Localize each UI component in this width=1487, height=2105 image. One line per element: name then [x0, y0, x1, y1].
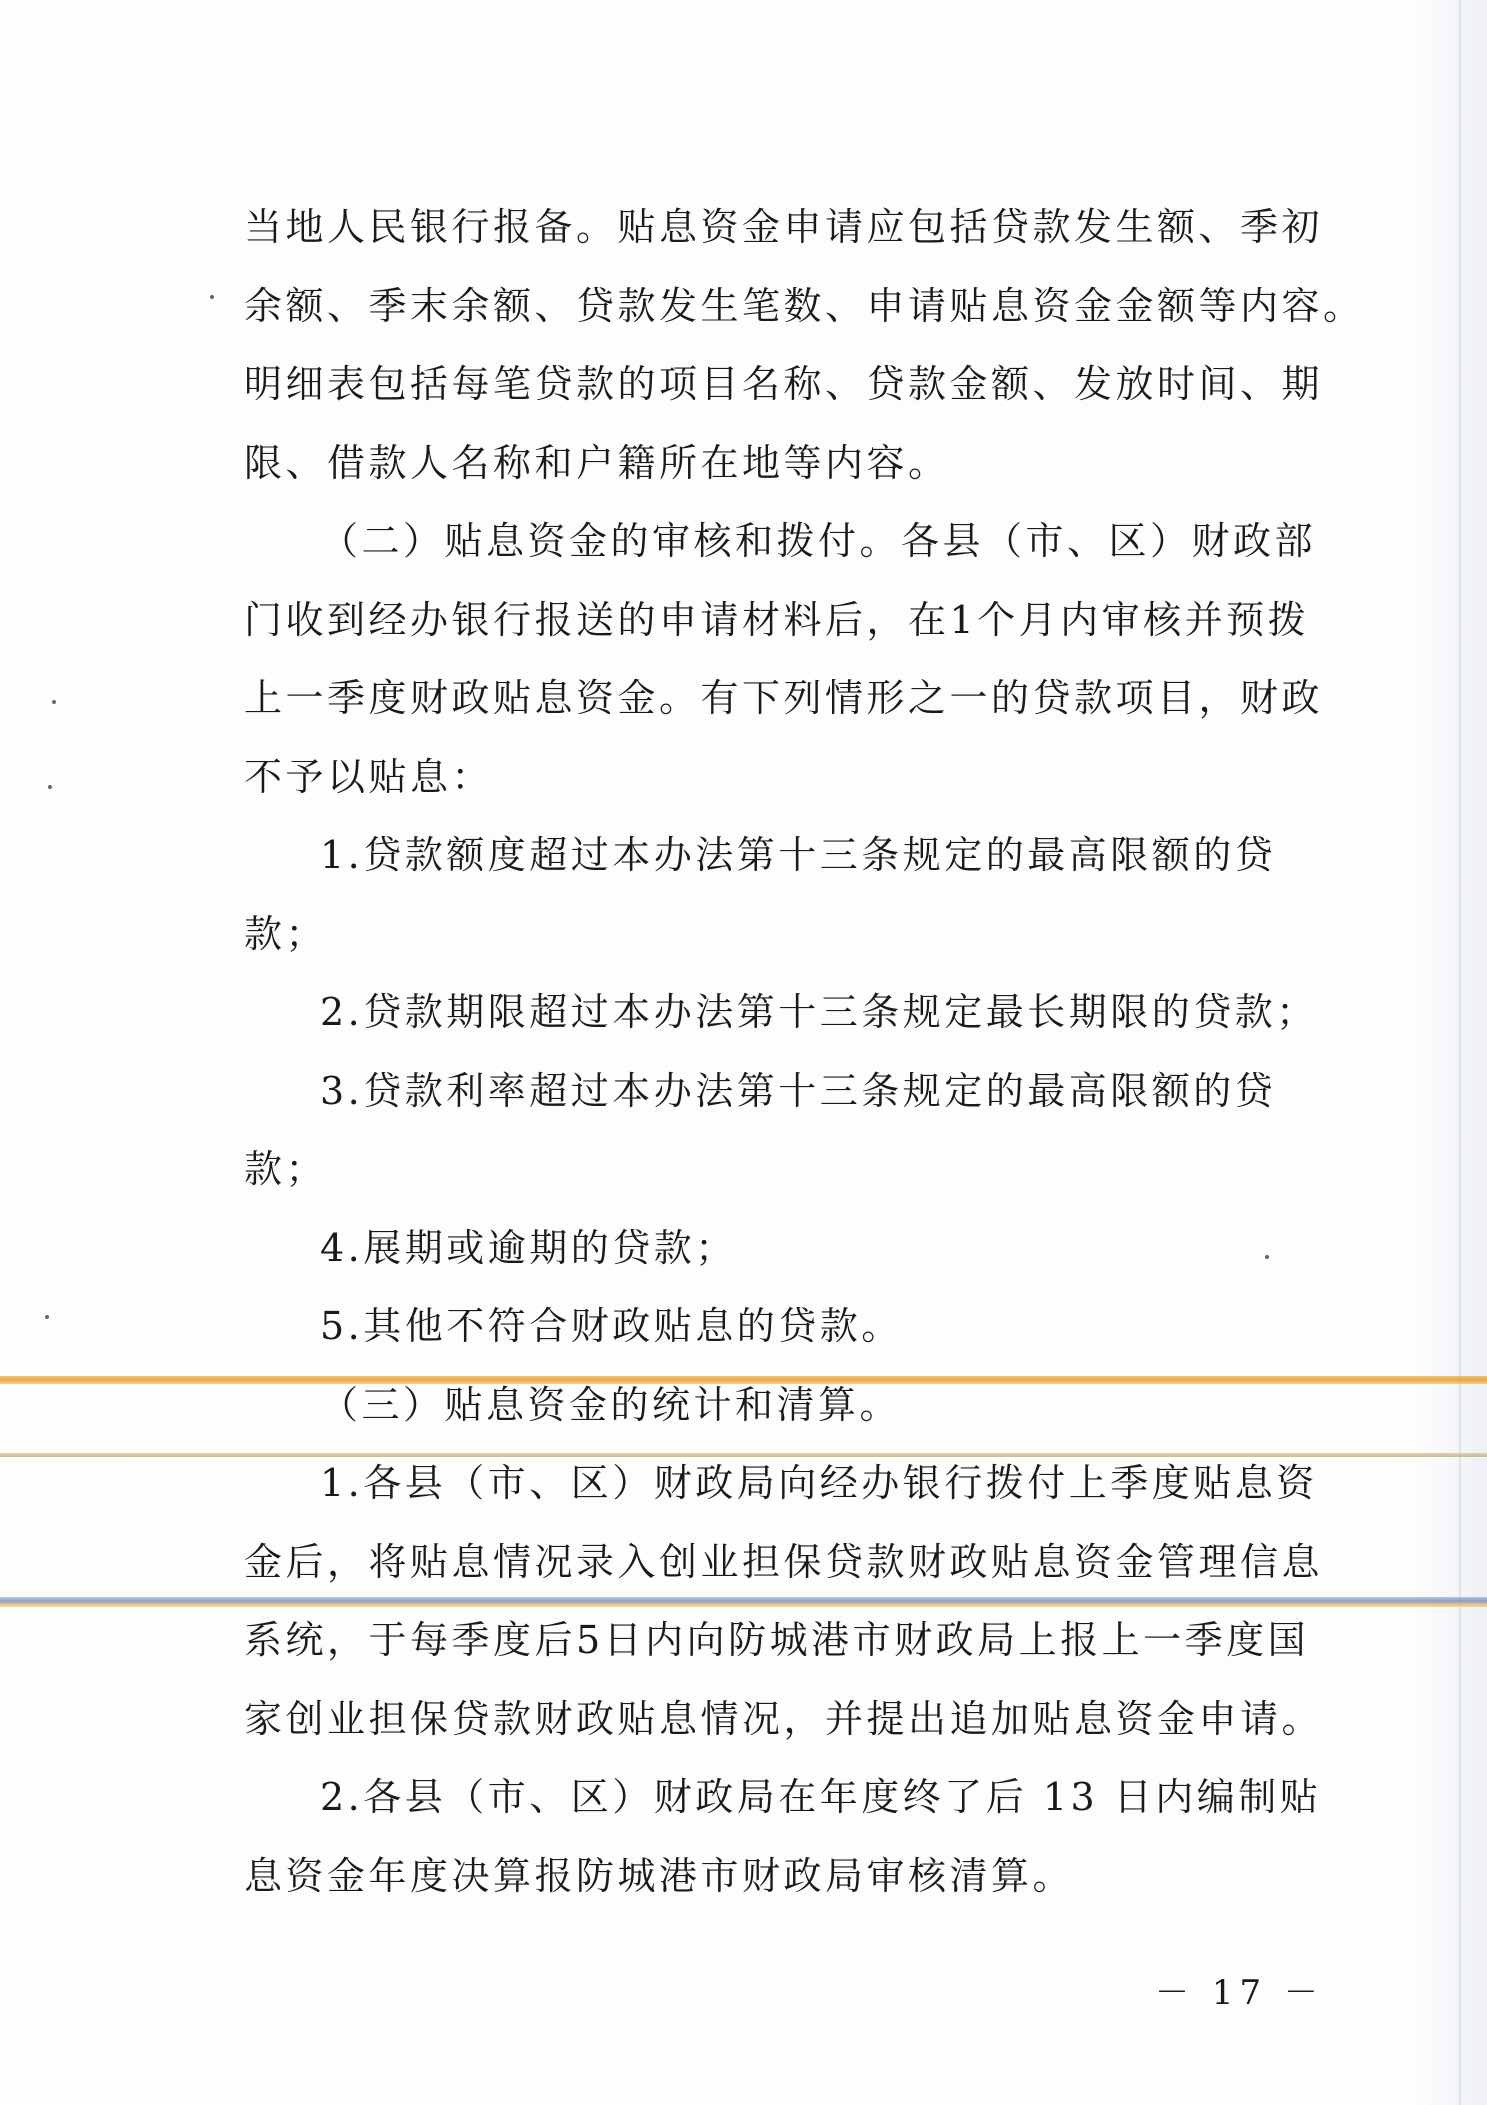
- text-line: 息资金年度决算报防城港市财政局审核清算。: [244, 1853, 1075, 1898]
- list-item-4: 4.展期或逾期的贷款；: [320, 1225, 737, 1270]
- scan-speck: [1265, 1255, 1269, 1259]
- scan-speck: [52, 700, 56, 704]
- text-line: 款；: [244, 911, 328, 956]
- text-line: 门收到经办银行报送的申请材料后，在1个月内审核并预拨: [244, 597, 1310, 642]
- list-item-1: 1.贷款额度超过本办法第十三条规定的最高限额的贷: [320, 833, 1277, 877]
- page-number: － 17 －: [1155, 1973, 1324, 2013]
- text-line: 款；: [244, 1147, 328, 1191]
- list-item-2: 2.各县（市、区）财政局在年度终了后 13 日内编制贴: [320, 1775, 1322, 1819]
- list-item-2: 2.贷款期限超过本办法第十三条规定最长期限的贷款；: [320, 990, 1318, 1034]
- scan-speck: [45, 1315, 49, 1319]
- list-item-5: 5.其他不符合财政贴息的贷款。: [320, 1304, 903, 1348]
- text-line: 当地人民银行报备。贴息资金申请应包括贷款发生额、季初: [244, 205, 1324, 249]
- text-line: 不予以贴息：: [244, 754, 494, 799]
- scan-speck: [210, 295, 214, 299]
- section-heading-3: （三）贴息资金的统计和清算。: [320, 1382, 902, 1427]
- text-line: 余额、季末余额、贷款发生笔数、申请贴息资金金额等内容。: [244, 283, 1365, 328]
- scan-edge-line: [1459, 0, 1461, 2105]
- text-line: 家创业担保贷款财政贴息情况，并提出追加贴息资金申请。: [244, 1696, 1324, 1741]
- text-line: 金后，将贴息情况录入创业担保贷款财政贴息资金管理信息: [244, 1539, 1324, 1584]
- text-line: 系统，于每季度后5日内向防城港市财政局上报上一季度国: [244, 1618, 1310, 1662]
- list-item-3: 3.贷款利率超过本办法第十三条规定的最高限额的贷: [320, 1068, 1277, 1113]
- section-heading-2: （二）贴息资金的审核和拨付。各县（市、区）财政部: [320, 519, 1317, 563]
- text-line: 上一季度财政贴息资金。有下列情形之一的贷款项目，财政: [244, 676, 1324, 720]
- list-item-1: 1.各县（市、区）财政局向经办银行拨付上季度贴息资: [320, 1461, 1318, 1505]
- text-line: 限、借款人名称和户籍所在地等内容。: [244, 440, 950, 485]
- scan-edge-shadow: [1417, 0, 1487, 2105]
- scan-speck: [48, 785, 52, 789]
- text-line: 明细表包括每笔贷款的项目名称、贷款金额、发放时间、期: [244, 362, 1324, 406]
- body-text: [244, 188, 1365, 1915]
